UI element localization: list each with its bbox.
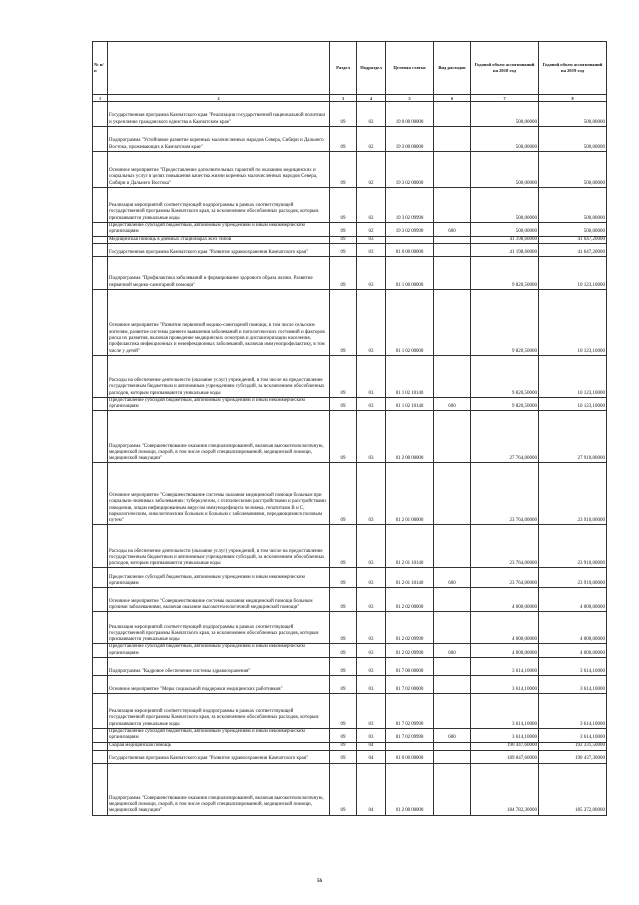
row-podrazdel-cell: 03 [357,568,386,588]
table-row [93,525,607,568]
row-2019-cell: 500,00000 [539,102,607,127]
row-2019-cell: 27 910,00000 [539,411,607,463]
row-vid-cell [434,188,471,223]
row-number-cell [93,397,108,411]
row-2018-cell: 9 820,50000 [471,289,539,355]
row-2018-cell: 189 847,60000 [471,750,539,763]
table-row [93,102,607,127]
row-number-cell [93,658,108,676]
row-number-cell [93,729,108,743]
row-2019-cell: 4 000,00000 [539,644,607,658]
table-row [93,742,607,750]
row-2018-cell: 500,00000 [471,102,539,127]
col-header-num: № п/п [93,42,108,95]
row-2019-cell: 3 614,10000 [539,676,607,694]
row-2019-cell: 190 437,30000 [539,750,607,763]
col-header-podrazdel: Подраздел [357,42,386,95]
row-razdel-cell: 09 [330,750,357,763]
row-vid-cell [434,658,471,676]
row-name-cell: Предоставление субсидий бюджетным, автономным учреждениям и иным некоммерческим организациям [108,729,330,743]
column-index: 1 [93,95,108,102]
row-2018-cell: 23 764,00000 [471,525,539,568]
column-index: 6 [434,95,471,102]
row-name-cell: Реализация мероприятий соответствующей подпрограммы в рамках соответствующей государственной программы Камчатского края, за исключением обособленных расходов, которым присваиваются уникальные коды [108,188,330,223]
row-number-cell [93,152,108,188]
row-2019-cell: 500,00000 [539,188,607,223]
row-2018-cell: 190 447,60000 [471,742,539,750]
row-number-cell [93,644,108,658]
row-podrazdel-cell: 03 [357,397,386,411]
row-target-cell: 01 2 02 09990 [386,612,434,644]
row-razdel-cell: 09 [330,188,357,223]
row-2018-cell: 4 000,00000 [471,612,539,644]
row-vid-cell [434,694,471,729]
table-row [93,463,607,525]
row-number-cell [93,236,108,243]
row-2019-cell: 23 910,00000 [539,525,607,568]
row-2019-cell: 192 331,50000 [539,742,607,750]
row-name-cell: Подпрограмма "Кадровое обеспечение системы здравоохранения" [108,658,330,676]
row-podrazdel-cell: 03 [357,644,386,658]
row-name-cell: Основное мероприятие "Совершенствование системы оказания медицинской помощи больным прочими заболеваниями, включая оказание высокотехнологичной медицинской помощи" [108,588,330,612]
column-index: 4 [357,95,386,102]
row-number-cell [93,676,108,694]
row-2019-cell: 500,00000 [539,223,607,237]
row-razdel-cell: 09 [330,152,357,188]
row-razdel-cell: 09 [330,676,357,694]
row-2018-cell: 9 820,50000 [471,256,539,289]
row-razdel-cell: 09 [330,236,357,243]
row-vid-cell: 600 [434,568,471,588]
row-name-cell: Основное мероприятие "Совершенствование системы оказания медицинской помощи больным при социально-значимых заболеваниях: туберкулезом, с психическими расстройствами и расстройствами поведения, лицам инфицированным вирусом иммунодефицита человека, гепатитами В и С, наркологическим, онкологическим больным и больным с заболеваниями, передающимися половым путем" [108,463,330,525]
page-number: 56 [317,879,322,884]
row-target-cell: 19 3 02 09990 [386,223,434,237]
table-row [93,676,607,694]
column-index: 7 [471,95,539,102]
row-2019-cell: 10 123,10000 [539,289,607,355]
table-row [93,588,607,612]
row-podrazdel-cell: 02 [357,152,386,188]
row-vid-cell [434,750,471,763]
budget-table-sheet [92,41,606,816]
table-body [93,102,607,816]
row-vid-cell: 600 [434,223,471,237]
row-number-cell [93,588,108,612]
row-podrazdel-cell: 03 [357,243,386,256]
row-target-cell: 01 7 02 09990 [386,729,434,743]
row-2019-cell: 500,00000 [539,127,607,152]
row-vid-cell [434,289,471,355]
row-number-cell [93,256,108,289]
row-target-cell: 19 3 00 00000 [386,127,434,152]
row-name-cell: Предоставление субсидий бюджетным, автономным учреждениям и иным некоммерческим организациям [108,568,330,588]
table-row [93,355,607,397]
row-number-cell [93,742,108,750]
row-target-cell [386,236,434,243]
col-header-target: Целевая статья [386,42,434,95]
row-podrazdel-cell: 03 [357,355,386,397]
row-2019-cell: 41 647,20000 [539,243,607,256]
row-number-cell [93,223,108,237]
row-target-cell: 01 2 01 10140 [386,525,434,568]
row-2018-cell: 500,00000 [471,223,539,237]
row-razdel-cell: 09 [330,256,357,289]
table-row [93,568,607,588]
row-razdel-cell: 09 [330,102,357,127]
row-number-cell [93,355,108,397]
table-row [93,644,607,658]
row-2018-cell: 9 820,50000 [471,397,539,411]
row-razdel-cell: 09 [330,223,357,237]
row-razdel-cell: 09 [330,525,357,568]
row-number-cell [93,750,108,763]
table-row [93,188,607,223]
row-podrazdel-cell: 03 [357,236,386,243]
col-header-razdel: Раздел [330,42,357,95]
row-podrazdel-cell: 02 [357,188,386,223]
row-podrazdel-cell: 03 [357,694,386,729]
row-target-cell: 01 2 00 00000 [386,411,434,463]
row-razdel-cell: 09 [330,742,357,750]
row-podrazdel-cell: 02 [357,127,386,152]
row-vid-cell [434,588,471,612]
row-podrazdel-cell: 03 [357,411,386,463]
row-number-cell [93,525,108,568]
column-index: 8 [539,95,607,102]
row-podrazdel-cell: 04 [357,742,386,750]
row-target-cell: 01 7 02 09990 [386,694,434,729]
row-vid-cell [434,243,471,256]
row-vid-cell [434,411,471,463]
row-podrazdel-cell: 03 [357,729,386,743]
row-target-cell: 01 2 00 00000 [386,763,434,815]
row-podrazdel-cell: 04 [357,750,386,763]
row-target-cell: 01 1 02 00000 [386,289,434,355]
row-name-cell: Государственная программа Камчатского края "Развитие здравоохранения Камчатского края" [108,750,330,763]
row-number-cell [93,289,108,355]
budget-table [92,41,607,816]
row-2018-cell: 23 764,00000 [471,463,539,525]
row-vid-cell [434,355,471,397]
row-razdel-cell: 09 [330,568,357,588]
row-name-cell: Государственная программа Камчатского края "Реализация государственной национальной политики и укрепление гражданского единства в Камчатском крае" [108,102,330,127]
row-vid-cell [434,102,471,127]
row-2018-cell: 500,00000 [471,188,539,223]
row-2018-cell: 500,00000 [471,152,539,188]
row-podrazdel-cell: 03 [357,612,386,644]
row-target-cell [386,742,434,750]
row-2018-cell: 3 614,10000 [471,729,539,743]
row-razdel-cell: 09 [330,588,357,612]
row-vid-cell [434,236,471,243]
row-2019-cell: 3 614,10000 [539,729,607,743]
row-target-cell: 19 3 02 00000 [386,152,434,188]
row-target-cell: 19 3 02 09990 [386,188,434,223]
col-header-vid: Вид расходов [434,42,471,95]
row-2019-cell: 3 614,10000 [539,658,607,676]
row-2018-cell: 3 614,10000 [471,694,539,729]
column-index-row [93,95,607,102]
row-vid-cell [434,256,471,289]
row-2018-cell: 9 820,50000 [471,355,539,397]
row-number-cell [93,463,108,525]
row-name-cell: Медицинская помощь в дневных стационарах всех типов [108,236,330,243]
row-number-cell [93,612,108,644]
row-2018-cell: 3 614,10000 [471,676,539,694]
row-name-cell: Предоставление субсидий бюджетным, автономным учреждениям и иным некоммерческим организациям [108,644,330,658]
row-2018-cell: 3 614,10000 [471,658,539,676]
row-vid-cell: 600 [434,644,471,658]
row-razdel-cell: 09 [330,612,357,644]
row-target-cell: 19 0 00 00000 [386,102,434,127]
table-row [93,612,607,644]
row-2019-cell: 10 123,10000 [539,397,607,411]
row-target-cell: 01 2 01 00000 [386,463,434,525]
row-number-cell [93,568,108,588]
row-target-cell: 01 0 00 00000 [386,750,434,763]
table-row [93,658,607,676]
row-2019-cell: 10 123,10000 [539,355,607,397]
row-podrazdel-cell: 03 [357,588,386,612]
row-2019-cell: 500,00000 [539,152,607,188]
row-number-cell [93,694,108,729]
row-name-cell: Предоставление субсидий бюджетным, автономным учреждениям и иным некоммерческим организациям [108,397,330,411]
row-name-cell: Основное мероприятие "Предоставление дополнительных гарантий по оказанию медицинских и социальных услуг в целях повышения качества жизни коренных малочисленных народов Севера, Сибири и Дальнего Востока" [108,152,330,188]
table-row [93,411,607,463]
row-razdel-cell: 09 [330,355,357,397]
table-row [93,223,607,237]
row-name-cell: Скорая медицинская помощь [108,742,330,750]
row-name-cell: Реализация мероприятий соответствующей подпрограммы в рамках соответствующей государственной программы Камчатского края, за исключением обособленных расходов, которым присваиваются уникальные коды [108,694,330,729]
row-name-cell: Подпрограмма "Устойчивое развитие коренных малочисленных народов Севера, Сибири и Дальнего Востока, проживающих в Камчатском крае" [108,127,330,152]
table-row [93,750,607,763]
row-vid-cell [434,763,471,815]
row-target-cell: 01 2 02 09990 [386,644,434,658]
row-vid-cell: 600 [434,729,471,743]
row-razdel-cell: 09 [330,397,357,411]
row-name-cell: Подпрограмма "Совершенствование оказания специализированной, включая высокотехнологичную, медицинской помощи, скорой, в том числе скорой специализированной, медицинской помощи, медицинской эвакуации" [108,411,330,463]
row-2018-cell: 27 764,00000 [471,411,539,463]
col-header-name [108,42,330,95]
row-2018-cell: 23 764,00000 [471,568,539,588]
row-razdel-cell: 09 [330,729,357,743]
table-row [93,152,607,188]
row-target-cell: 01 0 00 00000 [386,243,434,256]
table-row [93,256,607,289]
row-name-cell: Расходы на обеспечение деятельности (оказание услуг) учреждений, в том числе на предоставление государственным бюджетным и автономным учреждениям субсидий, за исключением обособленных расходов, которым присваиваются уникальные коды [108,355,330,397]
table-row [93,127,607,152]
row-2019-cell: 3 614,10000 [539,694,607,729]
table-row [93,243,607,256]
table-header-row [93,42,607,95]
row-2018-cell: 41 198,60000 [471,236,539,243]
row-name-cell: Реализация мероприятий соответствующей подпрограммы в рамках соответствующей государственной программы Камчатского края, за исключением обособленных расходов, которым присваиваются уникальные коды [108,612,330,644]
row-razdel-cell: 09 [330,127,357,152]
table-row [93,763,607,815]
row-podrazdel-cell: 02 [357,223,386,237]
row-razdel-cell: 09 [330,411,357,463]
row-2018-cell: 4 000,00000 [471,644,539,658]
row-vid-cell [434,525,471,568]
col-header-2019: Годовой объем ассигнований на 2019 год [539,42,607,95]
row-number-cell [93,411,108,463]
row-target-cell: 01 1 02 10140 [386,397,434,411]
row-vid-cell [434,127,471,152]
row-number-cell [93,188,108,223]
table-row [93,289,607,355]
row-2019-cell: 41 647,20000 [539,236,607,243]
row-2019-cell: 4 000,00000 [539,612,607,644]
row-podrazdel-cell: 03 [357,676,386,694]
row-vid-cell [434,152,471,188]
row-name-cell: Предоставление субсидий бюджетным, автономным учреждениям и иным некоммерческим организациям [108,223,330,237]
row-number-cell [93,763,108,815]
row-podrazdel-cell: 03 [357,525,386,568]
row-target-cell: 01 2 01 10140 [386,568,434,588]
col-header-2018: Годовой объем ассигнований на 2018 год [471,42,539,95]
row-podrazdel-cell: 03 [357,289,386,355]
row-razdel-cell: 09 [330,658,357,676]
row-name-cell: Основное мероприятие "Развитие первичной медико-санитарной помощи, в том числе сельским жителям, развитие системы раннего выявления заболеваний и патологических состояний и факторов риска их развития, включая проведение медицинских осмотров и диспансеризации населения, профилактика инфекционных и неинфекционных заболеваний, включая иммунопрофилактику, в том числе у детей" [108,289,330,355]
row-razdel-cell: 09 [330,763,357,815]
row-2018-cell: 500,00000 [471,127,539,152]
row-razdel-cell: 09 [330,644,357,658]
row-target-cell: 01 7 02 00000 [386,676,434,694]
row-vid-cell [434,612,471,644]
row-2019-cell: 4 000,00000 [539,588,607,612]
row-name-cell: Подпрограмма "Совершенствование оказания специализированной, включая высокотехнологичную, медицинской помощи, скорой, в том числе скорой специализированной, медицинской помощи, медицинской эвакуации" [108,763,330,815]
row-2019-cell: 10 123,10000 [539,256,607,289]
column-index: 2 [108,95,330,102]
row-target-cell: 01 2 02 00000 [386,588,434,612]
table-row [93,397,607,411]
row-2019-cell: 23 910,00000 [539,463,607,525]
row-2018-cell: 184 782,30000 [471,763,539,815]
table-row [93,729,607,743]
row-name-cell: Подпрограмма "Профилактика заболеваний и формирование здорового образа жизни. Развитие первичной медико-санитарной помощи" [108,256,330,289]
row-2018-cell: 4 000,00000 [471,588,539,612]
table-row [93,236,607,243]
row-number-cell [93,127,108,152]
row-number-cell [93,102,108,127]
column-index: 5 [386,95,434,102]
row-name-cell: Основное мероприятие "Меры социальной поддержки медицинских работников" [108,676,330,694]
row-number-cell [93,243,108,256]
row-podrazdel-cell: 03 [357,256,386,289]
row-vid-cell [434,676,471,694]
row-2019-cell: 23 910,00000 [539,568,607,588]
row-name-cell: Расходы на обеспечение деятельности (оказание услуг) учреждений, в том числе на предоставление государственным бюджетным и автономным учреждениям субсидий, за исключением обособленных расходов, которым присваиваются уникальные коды [108,525,330,568]
column-index: 3 [330,95,357,102]
row-razdel-cell: 09 [330,694,357,729]
row-razdel-cell: 09 [330,243,357,256]
row-2018-cell: 41 198,60000 [471,243,539,256]
row-vid-cell: 600 [434,397,471,411]
row-razdel-cell: 09 [330,463,357,525]
row-2019-cell: 185 372,00000 [539,763,607,815]
row-podrazdel-cell: 02 [357,102,386,127]
row-name-cell: Государственная программа Камчатского края "Развитие здравоохранения Камчатского края" [108,243,330,256]
row-target-cell: 01 7 00 00000 [386,658,434,676]
row-podrazdel-cell: 04 [357,763,386,815]
row-vid-cell [434,742,471,750]
row-target-cell: 01 1 00 00000 [386,256,434,289]
row-target-cell: 01 1 02 10140 [386,355,434,397]
table-row [93,694,607,729]
row-podrazdel-cell: 03 [357,658,386,676]
row-razdel-cell: 09 [330,289,357,355]
row-podrazdel-cell: 03 [357,463,386,525]
row-vid-cell [434,463,471,525]
